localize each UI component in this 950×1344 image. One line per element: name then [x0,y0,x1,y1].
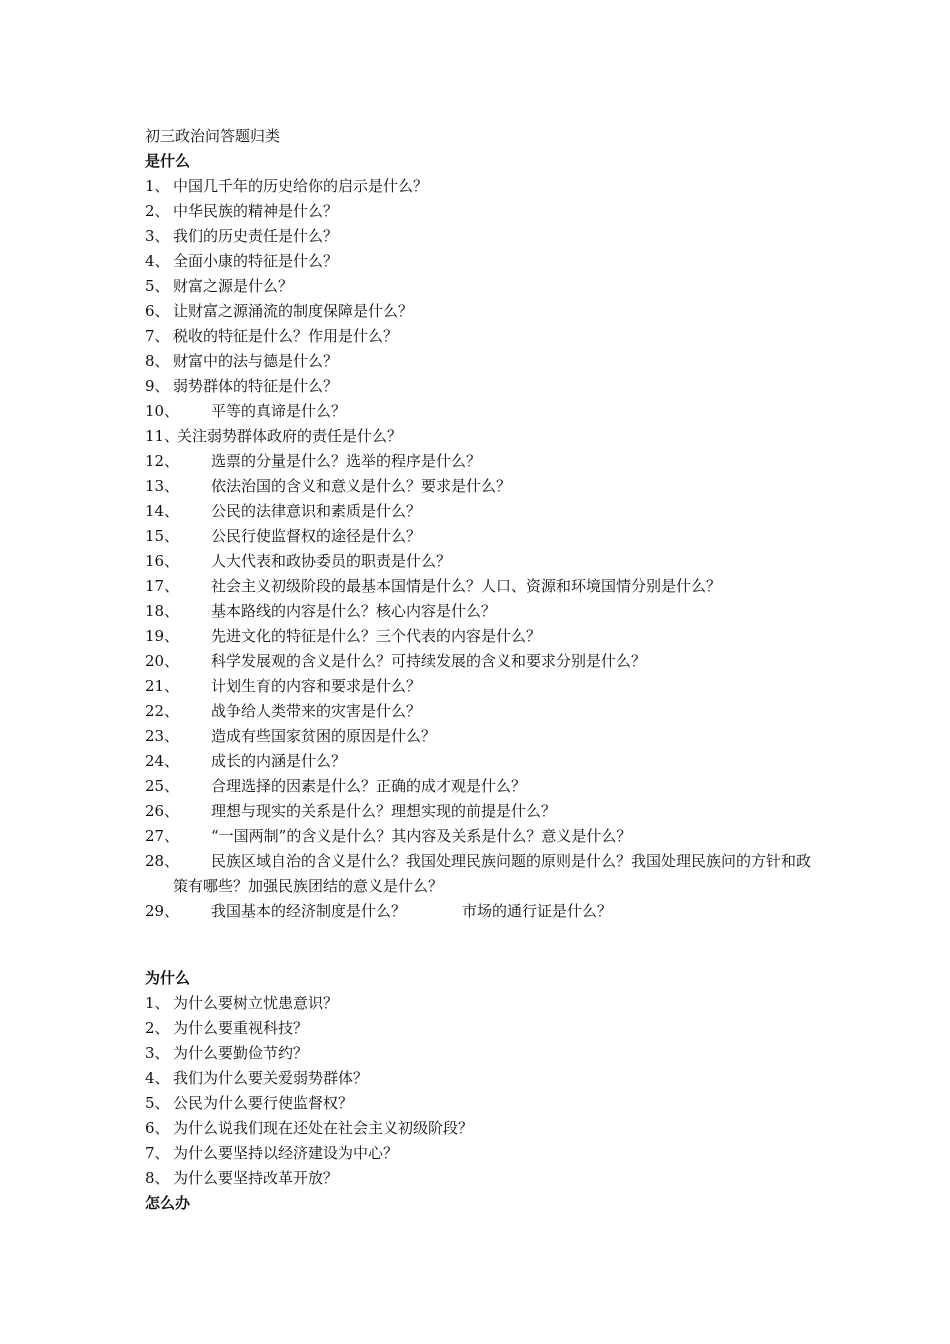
item-number: 23、 [145,727,180,745]
item-number: 6、 [145,1119,170,1137]
item-text: 公民为什么要行使监督权？ [173,1094,354,1112]
item-text: 财富中的法与德是什么？ [173,352,339,370]
item-text: 我们的历史责任是什么？ [173,227,339,245]
list-item [145,1116,825,1141]
list-item [145,274,825,299]
item-number: 24、 [145,752,180,770]
list-item [145,574,825,599]
item-text: 让财富之源涌流的制度保障是什么？ [173,302,414,320]
list-item [145,624,825,649]
item-text: 我国基本的经济制度是什么？ [211,902,407,920]
item-text: 弱势群体的特征是什么？ [173,377,339,395]
item-text: 为什么说我们现在还处在社会主义初级阶段？ [173,1119,474,1137]
item-number: 12、 [145,452,180,470]
item-text: 理想与现实的关系是什么？理想实现的前提是什么？ [211,802,557,820]
item-number: 20、 [145,652,180,670]
item-text: 公民的法律意识和素质是什么？ [211,502,422,520]
list-item [145,424,825,449]
item-text: 造成有些国家贫困的原因是什么？ [211,727,437,745]
item-text: 社会主义初级阶段的最基本国情是什么？人口、资源和环境国情分别是什么？ [211,577,722,595]
question-list-what [145,174,825,924]
item-text: 财富之源是什么？ [173,277,294,295]
document-title: 初三政治问答题归类 [145,127,281,145]
item-number: 29、 [145,902,180,920]
list-item [145,699,825,724]
item-text: 计划生育的内容和要求是什么？ [211,677,422,695]
item-number: 18、 [145,602,180,620]
item-number: 17、 [145,577,180,595]
item-number: 11、 [145,427,180,445]
item-text: 为什么要坚持以经济建设为中心？ [173,1144,399,1162]
list-item [145,199,825,224]
item-text-tail: 市场的通行证是什么？ [462,902,613,920]
list-item [145,749,825,774]
item-text: 全面小康的特征是什么？ [173,252,339,270]
question-list-why [145,991,825,1191]
item-number: 21、 [145,677,180,695]
list-item [145,1041,825,1066]
list-item [145,549,825,574]
list-item [145,724,825,749]
item-text: 人大代表和政协委员的职责是什么？ [211,552,452,570]
item-number: 26、 [145,802,180,820]
list-item [145,774,825,799]
list-item [145,224,825,249]
item-number: 7、 [145,327,170,345]
item-number: 19、 [145,627,180,645]
section-heading-why: 为什么 [145,969,191,987]
list-item [145,474,825,499]
item-number: 4、 [145,1069,170,1087]
list-item [145,449,825,474]
item-text: 合理选择的因素是什么？正确的成才观是什么？ [211,777,527,795]
item-text: 公民行使监督权的途径是什么？ [211,527,422,545]
item-number: 15、 [145,527,180,545]
item-number: 10、 [145,402,180,420]
list-item [145,1091,825,1116]
item-number: 13、 [145,477,180,495]
item-text: 科学发展观的含义是什么？可持续发展的含义和要求分别是什么？ [211,652,647,670]
list-item [145,1066,825,1091]
list-item [145,799,825,824]
item-text: 选票的分量是什么？选举的程序是什么？ [211,452,482,470]
item-text: 中华民族的精神是什么？ [173,202,339,220]
section-heading-how: 怎么办 [145,1194,191,1212]
list-item [145,991,825,1016]
list-item [145,824,825,849]
item-number: 16、 [145,552,180,570]
item-text: 为什么要坚持改革开放？ [173,1169,339,1187]
list-item [145,599,825,624]
document-body [145,124,825,1216]
item-text-wrapper [145,899,825,924]
item-text: 为什么要勤俭节约？ [173,1044,309,1062]
list-item [145,1016,825,1041]
item-text: 平等的真谛是什么？ [211,402,347,420]
list-item [145,374,825,399]
item-number: 2、 [145,202,170,220]
item-text: 中国几千年的历史给你的启示是什么？ [173,177,429,195]
item-text: 成长的内涵是什么？ [211,752,347,770]
item-number: 14、 [145,502,180,520]
item-text: “一国两制”的含义是什么？其内容及关系是什么？意义是什么？ [211,827,632,845]
item-text: 关注弱势群体政府的责任是什么？ [177,427,403,445]
item-number: 2、 [145,1019,170,1037]
item-text: 先进文化的特征是什么？三个代表的内容是什么？ [211,627,542,645]
list-item [145,849,825,899]
item-number: 25、 [145,777,180,795]
item-number: 5、 [145,1094,170,1112]
item-number: 3、 [145,1044,170,1062]
item-number: 8、 [145,1169,170,1187]
list-item [145,249,825,274]
list-item [145,399,825,424]
item-text: 基本路线的内容是什么？核心内容是什么？ [211,602,497,620]
item-text: 我们为什么要关爱弱势群体？ [173,1069,369,1087]
item-number: 22、 [145,702,180,720]
item-text: 依法治国的含义和意义是什么？要求是什么？ [211,477,512,495]
section-spacer [145,924,825,966]
list-item [145,524,825,549]
list-item [145,499,825,524]
item-number: 4、 [145,252,170,270]
item-number: 7、 [145,1144,170,1162]
list-item [145,674,825,699]
list-item [145,649,825,674]
item-number: 6、 [145,302,170,320]
list-item [145,349,825,374]
list-item [145,299,825,324]
item-number: 28、 [145,852,180,870]
list-item [145,1166,825,1191]
item-number: 1、 [145,177,170,195]
item-text: 为什么要树立忧患意识？ [173,994,339,1012]
item-number: 1、 [145,994,170,1012]
item-number: 27、 [145,827,180,845]
item-text: 税收的特征是什么？作用是什么？ [173,327,399,345]
item-number: 3、 [145,227,170,245]
list-item [145,899,825,924]
item-number: 5、 [145,277,170,295]
item-number: 8、 [145,352,170,370]
section-heading-what: 是什么 [145,152,191,170]
list-item [145,1141,825,1166]
item-text: 为什么要重视科技？ [173,1019,309,1037]
item-text: 战争给人类带来的灾害是什么？ [211,702,422,720]
list-item [145,174,825,199]
item-text: 民族区域自治的含义是什么？我国处理民族问题的原则是什么？我国处理民族问的方针和政策有哪些？加强民族团结的意义是什么？ [173,852,812,895]
list-item [145,324,825,349]
item-number: 9、 [145,377,170,395]
